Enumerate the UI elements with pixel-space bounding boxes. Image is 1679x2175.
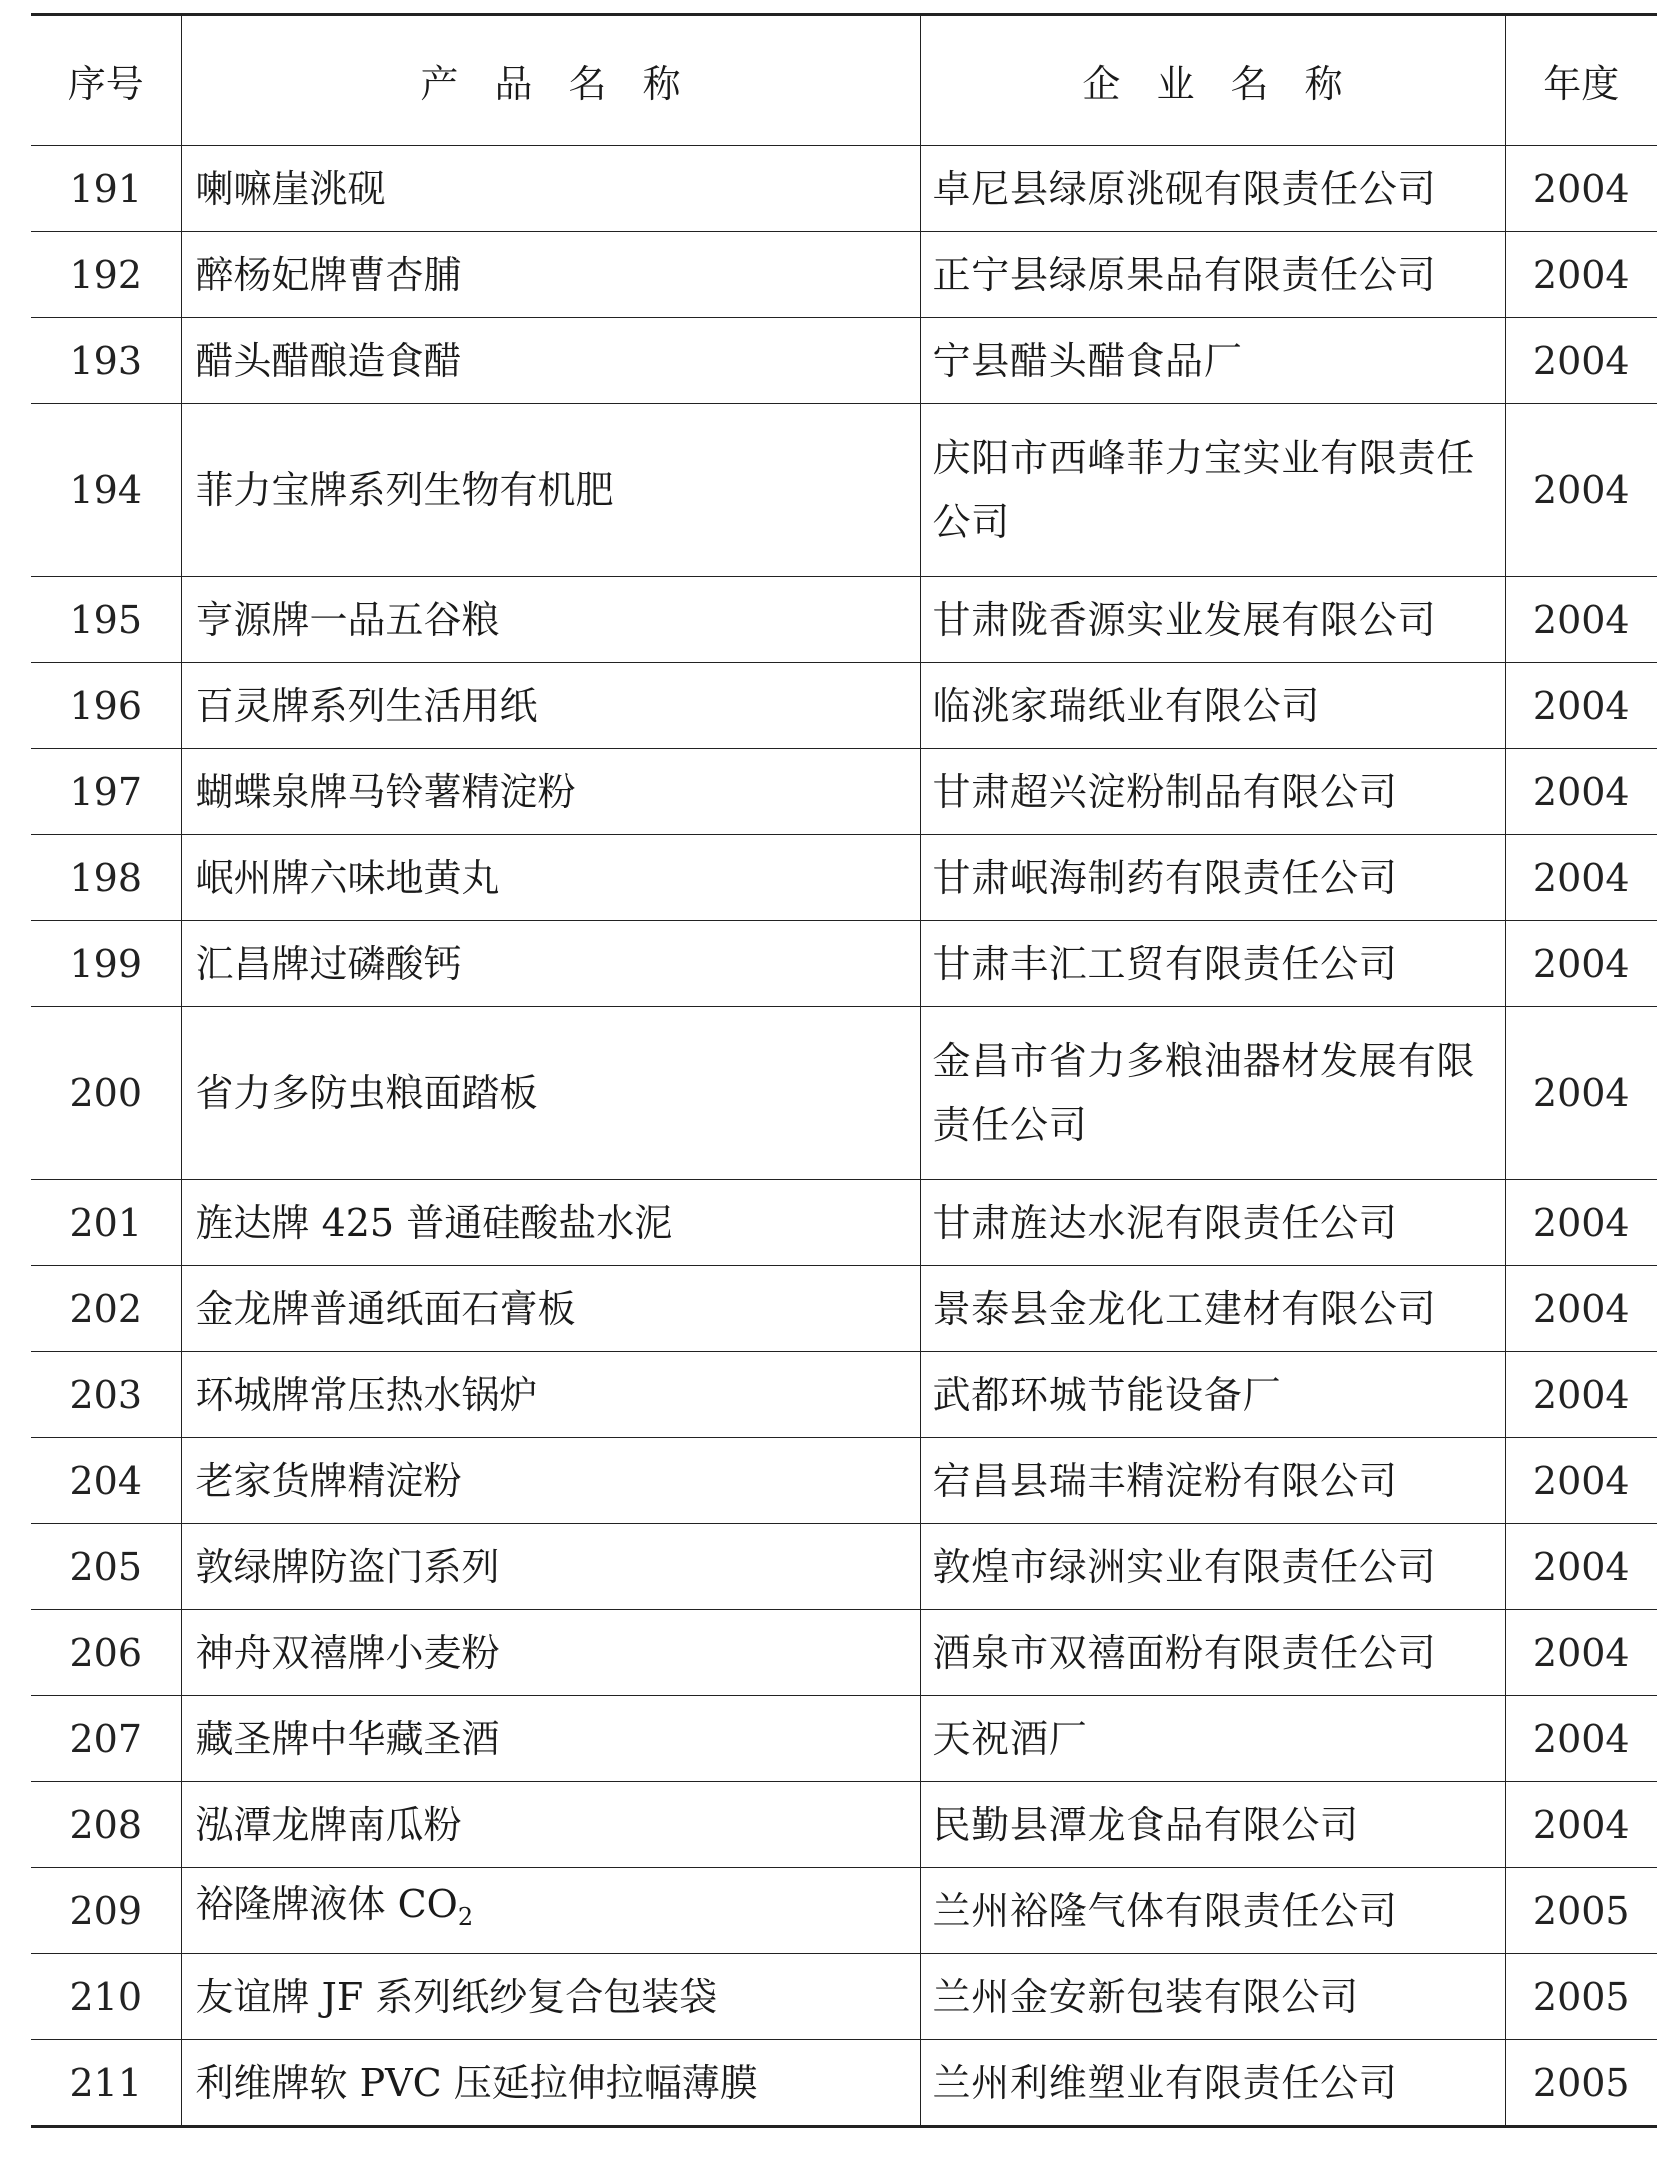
table-row bbox=[31, 1524, 1657, 1610]
product-name-text: 利维牌软 PVC 压延拉伸拉幅薄膜 bbox=[195, 2060, 758, 2105]
product-name-text: 泓潭龙牌南瓜粉 bbox=[195, 1802, 462, 1847]
table-row bbox=[31, 1007, 1657, 1180]
table-row bbox=[31, 232, 1657, 318]
enterprise-name: 正宁县绿原果品有限责任公司 bbox=[920, 232, 1505, 318]
year: 2004 bbox=[1505, 1352, 1657, 1438]
row-number: 211 bbox=[31, 2040, 181, 2127]
year: 2004 bbox=[1505, 1007, 1657, 1180]
year: 2004 bbox=[1505, 749, 1657, 835]
year: 2004 bbox=[1505, 1524, 1657, 1610]
product-name bbox=[181, 232, 920, 318]
product-name bbox=[181, 663, 920, 749]
enterprise-name: 民勤县潭龙食品有限公司 bbox=[920, 1782, 1505, 1868]
product-name-text: 敦绿牌防盗门系列 bbox=[195, 1544, 500, 1589]
year: 2005 bbox=[1505, 1954, 1657, 2040]
table-row bbox=[31, 146, 1657, 232]
year: 2004 bbox=[1505, 1696, 1657, 1782]
row-number: 210 bbox=[31, 1954, 181, 2040]
table-row bbox=[31, 577, 1657, 663]
header-no: 序号 bbox=[67, 62, 144, 106]
row-number: 206 bbox=[31, 1610, 181, 1696]
row-number: 207 bbox=[31, 1696, 181, 1782]
table-row bbox=[31, 318, 1657, 404]
year: 2004 bbox=[1505, 1180, 1657, 1266]
enterprise-name: 甘肃陇香源实业发展有限公司 bbox=[920, 577, 1505, 663]
year: 2004 bbox=[1505, 1610, 1657, 1696]
table-row bbox=[31, 1610, 1657, 1696]
year: 2004 bbox=[1505, 318, 1657, 404]
product-name bbox=[181, 318, 920, 404]
product-name-text: 老家货牌精淀粉 bbox=[195, 1458, 462, 1503]
product-name-text: 菲力宝牌系列生物有机肥 bbox=[195, 468, 614, 512]
product-name-text: 岷州牌六味地黄丸 bbox=[195, 855, 500, 900]
row-number: 208 bbox=[31, 1782, 181, 1868]
row-number: 191 bbox=[31, 146, 181, 232]
enterprise-name: 金昌市省力多粮油器材发展有限责任公司 bbox=[920, 1007, 1505, 1180]
product-name bbox=[181, 1782, 920, 1868]
product-table bbox=[31, 13, 1657, 2128]
row-number: 192 bbox=[31, 232, 181, 318]
enterprise-name: 天祝酒厂 bbox=[920, 1696, 1505, 1782]
year: 2004 bbox=[1505, 1266, 1657, 1352]
product-name-text: 蝴蝶泉牌马铃薯精淀粉 bbox=[195, 769, 576, 814]
product-name bbox=[181, 1007, 920, 1180]
product-name bbox=[181, 1696, 920, 1782]
enterprise-name: 甘肃超兴淀粉制品有限公司 bbox=[920, 749, 1505, 835]
row-number: 202 bbox=[31, 1266, 181, 1352]
row-number: 201 bbox=[31, 1180, 181, 1266]
row-number: 200 bbox=[31, 1007, 181, 1180]
product-name-text: 亨源牌一品五谷粮 bbox=[195, 597, 500, 642]
row-number: 209 bbox=[31, 1868, 181, 1954]
year: 2004 bbox=[1505, 835, 1657, 921]
table-row bbox=[31, 404, 1657, 577]
product-name bbox=[181, 1180, 920, 1266]
product-name-subscript: 2 bbox=[457, 1903, 474, 1931]
table-row bbox=[31, 1352, 1657, 1438]
product-name-text: 神舟双禧牌小麦粉 bbox=[195, 1630, 500, 1675]
header-year: 年度 bbox=[1505, 15, 1657, 146]
row-number: 193 bbox=[31, 318, 181, 404]
table-row bbox=[31, 1696, 1657, 1782]
product-name bbox=[181, 577, 920, 663]
table-body bbox=[31, 146, 1657, 2127]
year: 2005 bbox=[1505, 2040, 1657, 2127]
enterprise-name: 兰州裕隆气体有限责任公司 bbox=[920, 1868, 1505, 1954]
row-number: 196 bbox=[31, 663, 181, 749]
enterprise-name: 卓尼县绿原洮砚有限责任公司 bbox=[920, 146, 1505, 232]
product-name bbox=[181, 1524, 920, 1610]
year: 2004 bbox=[1505, 1438, 1657, 1524]
product-name bbox=[181, 1266, 920, 1352]
table-row bbox=[31, 1868, 1657, 1954]
product-name-text: 金龙牌普通纸面石膏板 bbox=[195, 1286, 576, 1331]
row-number: 194 bbox=[31, 404, 181, 577]
product-name-text: 裕隆牌液体 CO bbox=[195, 1882, 458, 1926]
product-name-text: 旌达牌 425 普通硅酸盐水泥 bbox=[195, 1200, 673, 1245]
product-name bbox=[181, 1868, 920, 1954]
product-name bbox=[181, 835, 920, 921]
row-number: 203 bbox=[31, 1352, 181, 1438]
row-number: 198 bbox=[31, 835, 181, 921]
row-number: 199 bbox=[31, 921, 181, 1007]
product-name bbox=[181, 749, 920, 835]
year: 2004 bbox=[1505, 232, 1657, 318]
year: 2004 bbox=[1505, 921, 1657, 1007]
row-number: 205 bbox=[31, 1524, 181, 1610]
enterprise-name: 宕昌县瑞丰精淀粉有限公司 bbox=[920, 1438, 1505, 1524]
year: 2004 bbox=[1505, 404, 1657, 577]
table-row bbox=[31, 1180, 1657, 1266]
product-name-text: 友谊牌 JF 系列纸纱复合包装袋 bbox=[195, 1974, 718, 2019]
table-row bbox=[31, 1954, 1657, 2040]
product-name bbox=[181, 1610, 920, 1696]
enterprise-name: 酒泉市双禧面粉有限责任公司 bbox=[920, 1610, 1505, 1696]
product-name-text: 醉杨妃牌曹杏脯 bbox=[195, 252, 462, 297]
product-name bbox=[181, 1438, 920, 1524]
product-name-text: 汇昌牌过磷酸钙 bbox=[195, 941, 462, 986]
enterprise-name: 武都环城节能设备厂 bbox=[920, 1352, 1505, 1438]
row-number: 204 bbox=[31, 1438, 181, 1524]
product-name-text: 醋头醋酿造食醋 bbox=[195, 338, 462, 383]
table-row bbox=[31, 749, 1657, 835]
header-row bbox=[31, 15, 1657, 146]
table-row bbox=[31, 2040, 1657, 2127]
product-name-text: 百灵牌系列生活用纸 bbox=[195, 683, 538, 728]
product-name bbox=[181, 1352, 920, 1438]
product-name bbox=[181, 404, 920, 577]
enterprise-name: 兰州金安新包装有限公司 bbox=[920, 1954, 1505, 2040]
year: 2004 bbox=[1505, 663, 1657, 749]
product-name bbox=[181, 1954, 920, 2040]
enterprise-name: 临洮家瑞纸业有限公司 bbox=[920, 663, 1505, 749]
enterprise-name: 甘肃岷海制药有限责任公司 bbox=[920, 835, 1505, 921]
row-number: 197 bbox=[31, 749, 181, 835]
enterprise-name: 宁县醋头醋食品厂 bbox=[920, 318, 1505, 404]
year: 2004 bbox=[1505, 146, 1657, 232]
year: 2004 bbox=[1505, 577, 1657, 663]
product-name-text: 藏圣牌中华藏圣酒 bbox=[195, 1716, 500, 1761]
product-name-text: 省力多防虫粮面踏板 bbox=[195, 1071, 538, 1115]
year: 2005 bbox=[1505, 1868, 1657, 1954]
enterprise-name: 庆阳市西峰菲力宝实业有限责任公司 bbox=[920, 404, 1505, 577]
table-row bbox=[31, 1438, 1657, 1524]
table-row bbox=[31, 921, 1657, 1007]
product-name bbox=[181, 2040, 920, 2127]
table-row bbox=[31, 1266, 1657, 1352]
product-name-text: 喇嘛崖洮砚 bbox=[195, 166, 386, 211]
enterprise-name: 景泰县金龙化工建材有限公司 bbox=[920, 1266, 1505, 1352]
year: 2004 bbox=[1505, 1782, 1657, 1868]
enterprise-name: 甘肃旌达水泥有限责任公司 bbox=[920, 1180, 1505, 1266]
row-number: 195 bbox=[31, 577, 181, 663]
enterprise-name: 甘肃丰汇工贸有限责任公司 bbox=[920, 921, 1505, 1007]
table-row bbox=[31, 663, 1657, 749]
enterprise-name: 敦煌市绿洲实业有限责任公司 bbox=[920, 1524, 1505, 1610]
table-row bbox=[31, 1782, 1657, 1868]
header-product: 产品名称 bbox=[181, 15, 920, 146]
enterprise-name: 兰州利维塑业有限责任公司 bbox=[920, 2040, 1505, 2127]
table-header bbox=[31, 15, 1657, 146]
header-enterprise: 企业名称 bbox=[920, 15, 1505, 146]
product-name bbox=[181, 146, 920, 232]
product-name-text: 环城牌常压热水锅炉 bbox=[195, 1372, 538, 1417]
product-name bbox=[181, 921, 920, 1007]
table-row bbox=[31, 835, 1657, 921]
